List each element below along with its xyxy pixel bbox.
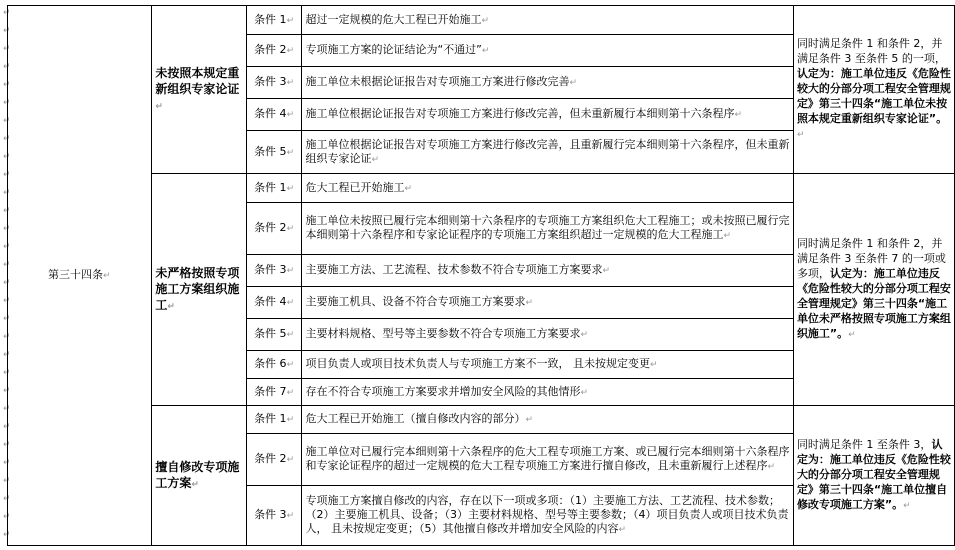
paragraph-mark-icon: ↵ <box>3 170 11 180</box>
table-row <box>8 6 955 35</box>
condition-label: 条件 3↵ <box>246 255 302 287</box>
conclusion-cell: 同时满足条件 1 和条件 2，并满足条件 3 至条件 7 的一项或多项，认定为：施工单位违反《危险性较大的分部分项工程安全管理规定》第三十四条“施工单位未严格按照专项施工方案组织施工”。↵ <box>793 174 954 406</box>
condition-label: 条件 4↵ <box>246 99 302 131</box>
condition-label: 条件 1↵ <box>246 174 302 203</box>
condition-label: 条件 2↵ <box>246 35 302 67</box>
paragraph-mark-icon: ↵ <box>3 296 11 306</box>
paragraph-mark-icon: ↵ <box>3 116 11 126</box>
condition-label: 条件 3↵ <box>246 67 302 99</box>
paragraph-mark-icon: ↵ <box>3 332 11 342</box>
paragraph-mark-icon: ↵ <box>3 476 11 486</box>
paragraph-mark-icon: ↵ <box>3 422 11 432</box>
paragraph-mark-icon: ↵ <box>3 512 11 522</box>
paragraph-mark-icon: ↵ <box>3 386 11 396</box>
condition-label: 条件 1↵ <box>246 406 302 434</box>
paragraph-mark-icon: ↵ <box>3 530 11 540</box>
condition-label: 条件 1↵ <box>246 6 302 35</box>
condition-text: 专项施工方案的论证结论为“不通过”↵ <box>302 35 793 67</box>
condition-label: 条件 7↵ <box>246 379 302 406</box>
paragraph-mark-icon: ↵ <box>3 368 11 378</box>
paragraph-mark-icon: ↵ <box>3 260 11 270</box>
paragraph-mark-icon: ↵ <box>3 98 11 108</box>
paragraph-mark-icon: ↵ <box>3 404 11 414</box>
condition-text: 主要材料规格、型号等主要参数不符合专项施工方案要求↵ <box>302 319 793 351</box>
condition-label: 条件 5↵ <box>246 131 302 174</box>
condition-label: 条件 3↵ <box>246 486 302 546</box>
condition-text: 危大工程已开始施工↵ <box>302 174 793 203</box>
paragraph-mark-icon: ↵ <box>3 458 11 468</box>
paragraph-mark-icon: ↵ <box>3 188 11 198</box>
paragraph-mark-icon: ↵ <box>3 314 11 324</box>
condition-text: 施工单位根据论证报告对专项施工方案进行修改完善，且重新履行完本细则第十六条程序，但未重新组织专家论证↵ <box>302 131 793 174</box>
paragraph-mark-icon: ↵ <box>3 350 11 360</box>
condition-label: 条件 6↵ <box>246 351 302 379</box>
paragraph-mark-icon: ↵ <box>3 224 11 234</box>
paragraph-mark-icon: ↵ <box>3 134 11 144</box>
condition-label: 条件 5↵ <box>246 319 302 351</box>
condition-text: 施工单位未根据论证报告对专项施工方案进行修改完善↵ <box>302 67 793 99</box>
paragraph-mark-icon: ↵ <box>3 62 11 72</box>
condition-text: 危大工程已开始施工（擅自修改内容的部分）↵ <box>302 406 793 434</box>
condition-label: 条件 2↵ <box>246 203 302 255</box>
condition-text: 存在不符合专项施工方案要求并增加安全风险的其他情形↵ <box>302 379 793 406</box>
regulation-table <box>7 5 955 546</box>
article-cell: 第三十四条↵ <box>8 6 152 546</box>
condition-text: 施工单位对已履行完本细则第十六条程序的危大工程专项施工方案、或已履行完本细则第十六条程序和专家论证程序的超过一定规模的危大工程专项施工方案进行擅自修改，且未重新履行上述程序↵ <box>302 434 793 486</box>
condition-label: 条件 4↵ <box>246 287 302 319</box>
condition-text: 专项施工方案擅自修改的内容，存在以下一项或多项：（1）主要施工方法、工艺流程、技术参数；（2）主要施工机具、设备；（3）主要材料规格、型号等主要参数；（4）项目负责人或项目技术负责人， 且未按规定变更；（5）其他擅自修改并增加安全风险的内容↵ <box>302 486 793 546</box>
category-cell: 擅自修改专项施工方案↵ <box>152 406 246 546</box>
paragraph-mark-icon: ↵ <box>3 152 11 162</box>
paragraph-mark-icon: ↵ <box>3 8 11 18</box>
paragraph-mark-icon: ↵ <box>3 440 11 450</box>
paragraph-mark-icon: ↵ <box>3 242 11 252</box>
condition-text: 施工单位根据论证报告对专项施工方案进行修改完善，但未重新履行本细则第十六条程序↵ <box>302 99 793 131</box>
conclusion-cell: 同时满足条件 1 和条件 2，并满足条件 3 至条件 5 的一项，认定为：施工单位违反《危险性较大的分部分项工程安全管理规定》第三十四条“施工单位未按照本规定重新组织专家论证”。↵ <box>793 6 954 174</box>
condition-text: 主要施工机具、设备不符合专项施工方案要求↵ <box>302 287 793 319</box>
paragraph-mark-icon: ↵ <box>3 44 11 54</box>
paragraph-mark-icon: ↵ <box>3 206 11 216</box>
condition-text: 施工单位未按照已履行完本细则第十六条程序的专项施工方案组织危大工程施工；或未按照已履行完本细则第十六条程序和专家论证程序的专项施工方案组织超过一定规模的危大工程施工↵ <box>302 203 793 255</box>
conclusion-cell: 同时满足条件 1 至条件 3，认定为：施工单位违反《危险性较大的分部分项工程安全管理规定》第三十四条“施工单位擅自修改专项施工方案”。↵ <box>793 406 954 546</box>
condition-text: 超过一定规模的危大工程已开始施工↵ <box>302 6 793 35</box>
category-cell: 未按照本规定重新组织专家论证↵ <box>152 6 246 174</box>
condition-text: 项目负责人或项目技术负责人与专项施工方案不一致， 且未按规定变更↵ <box>302 351 793 379</box>
paragraph-mark-icon: ↵ <box>3 26 11 36</box>
condition-label: 条件 2↵ <box>246 434 302 486</box>
paragraph-mark-icon: ↵ <box>3 80 11 90</box>
paragraph-mark-icon: ↵ <box>3 278 11 288</box>
condition-text: 主要施工方法、工艺流程、技术参数不符合专项施工方案要求↵ <box>302 255 793 287</box>
paragraph-mark-icon: ↵ <box>3 494 11 504</box>
category-cell: 未严格按照专项施工方案组织施工↵ <box>152 174 246 406</box>
